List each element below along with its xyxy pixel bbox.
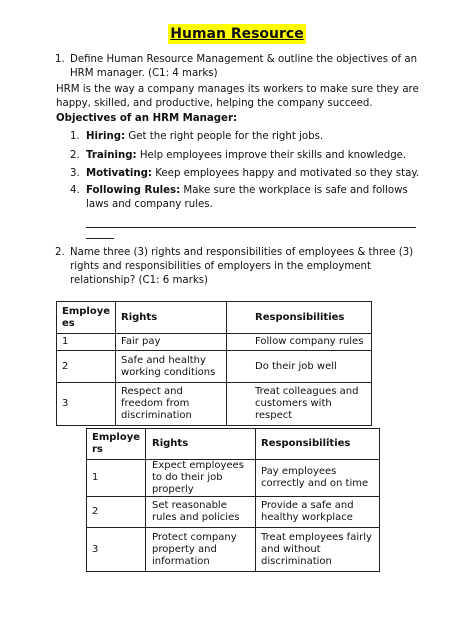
- header-cell-responsibilities: Responsibilities: [256, 429, 380, 460]
- question-1: [55, 53, 430, 81]
- table-row: [87, 528, 380, 572]
- cell-responsibility: Do their job well: [227, 351, 372, 383]
- document-title: Human Resource: [170, 26, 304, 42]
- objective-desc: Help employees improve their skills and knowledge.: [136, 150, 407, 161]
- objective-number: 1.: [70, 131, 80, 142]
- header-cell-rights: Rights: [146, 429, 256, 460]
- objective-desc: Get the right people for the right jobs.: [125, 131, 324, 142]
- cell-right: Respect and freedom from discrimination: [116, 383, 227, 426]
- header-cell-party: Employe es: [57, 302, 116, 334]
- table-header-row: [57, 302, 372, 334]
- employers-table: [86, 428, 380, 572]
- cell-responsibility: Treat colleagues and customers with respect: [227, 383, 372, 426]
- table-header-row: [87, 429, 380, 460]
- objective-item: [70, 184, 426, 212]
- answer-line: [86, 227, 416, 228]
- table-row: [87, 497, 380, 528]
- cell-right: Set reasonable rules and policies: [146, 497, 256, 528]
- employees-table: [56, 301, 372, 426]
- table-row: [57, 383, 372, 426]
- cell-responsibility: Provide a safe and healthy workplace: [256, 497, 380, 528]
- cell-number: 2: [87, 497, 146, 528]
- cell-number: 1: [87, 460, 146, 497]
- objective-term: Training:: [86, 150, 137, 161]
- objective-item: [70, 149, 426, 163]
- objective-desc: Make sure the workplace is safe and follows laws and company rules.: [86, 185, 408, 210]
- header-cell-rights: Rights: [116, 302, 227, 334]
- cell-responsibility: Treat employees fairly and without discrimination: [256, 528, 380, 572]
- objective-number: 2.: [70, 150, 80, 161]
- header-cell-party: Employe rs: [87, 429, 146, 460]
- table-row: [57, 351, 372, 383]
- cell-right: Protect company property and information: [146, 528, 256, 572]
- objective-term: Following Rules:: [86, 185, 181, 196]
- objective-number: 4.: [70, 185, 80, 196]
- cell-responsibility: Follow company rules: [227, 334, 372, 351]
- objectives-heading: Objectives of an HRM Manager:: [56, 113, 238, 124]
- title-wrapper: [0, 23, 474, 44]
- question-1-text: Define Human Resource Management & outline the objectives of an HRM manager. (C1: 4 marks): [70, 54, 418, 79]
- cell-responsibility: Pay employees correctly and on time: [256, 460, 380, 497]
- cell-number: 1: [57, 334, 116, 351]
- objective-item: [70, 130, 426, 144]
- table-row: [87, 460, 380, 497]
- question-2-text: Name three (3) rights and responsibilities of employees & three (3) rights and responsibilities of employers in the employment relationship? (C1: 6 marks): [70, 247, 414, 286]
- objective-term: Motivating:: [86, 168, 152, 179]
- answer-line-short: [86, 238, 114, 239]
- question-2-number: 2.: [55, 247, 65, 258]
- question-1-number: 1.: [55, 54, 65, 65]
- objective-term: Hiring:: [86, 131, 126, 142]
- header-cell-responsibilities: Responsibilities: [227, 302, 372, 334]
- cell-number: 3: [57, 383, 116, 426]
- cell-number: 3: [87, 528, 146, 572]
- table-row: [57, 334, 372, 351]
- cell-right: Fair pay: [116, 334, 227, 351]
- objective-number: 3.: [70, 168, 80, 179]
- cell-number: 2: [57, 351, 116, 383]
- objective-item: [70, 167, 426, 181]
- question-2: [55, 246, 420, 288]
- cell-right: Safe and healthy working conditions: [116, 351, 227, 383]
- cell-right: Expect employees to do their job properly: [146, 460, 256, 497]
- hrm-definition: HRM is the way a company manages its workers to make sure they are happy, skilled, and productive, helping the company succeed.: [56, 84, 419, 109]
- objective-desc: Keep employees happy and motivated so they stay.: [152, 168, 420, 179]
